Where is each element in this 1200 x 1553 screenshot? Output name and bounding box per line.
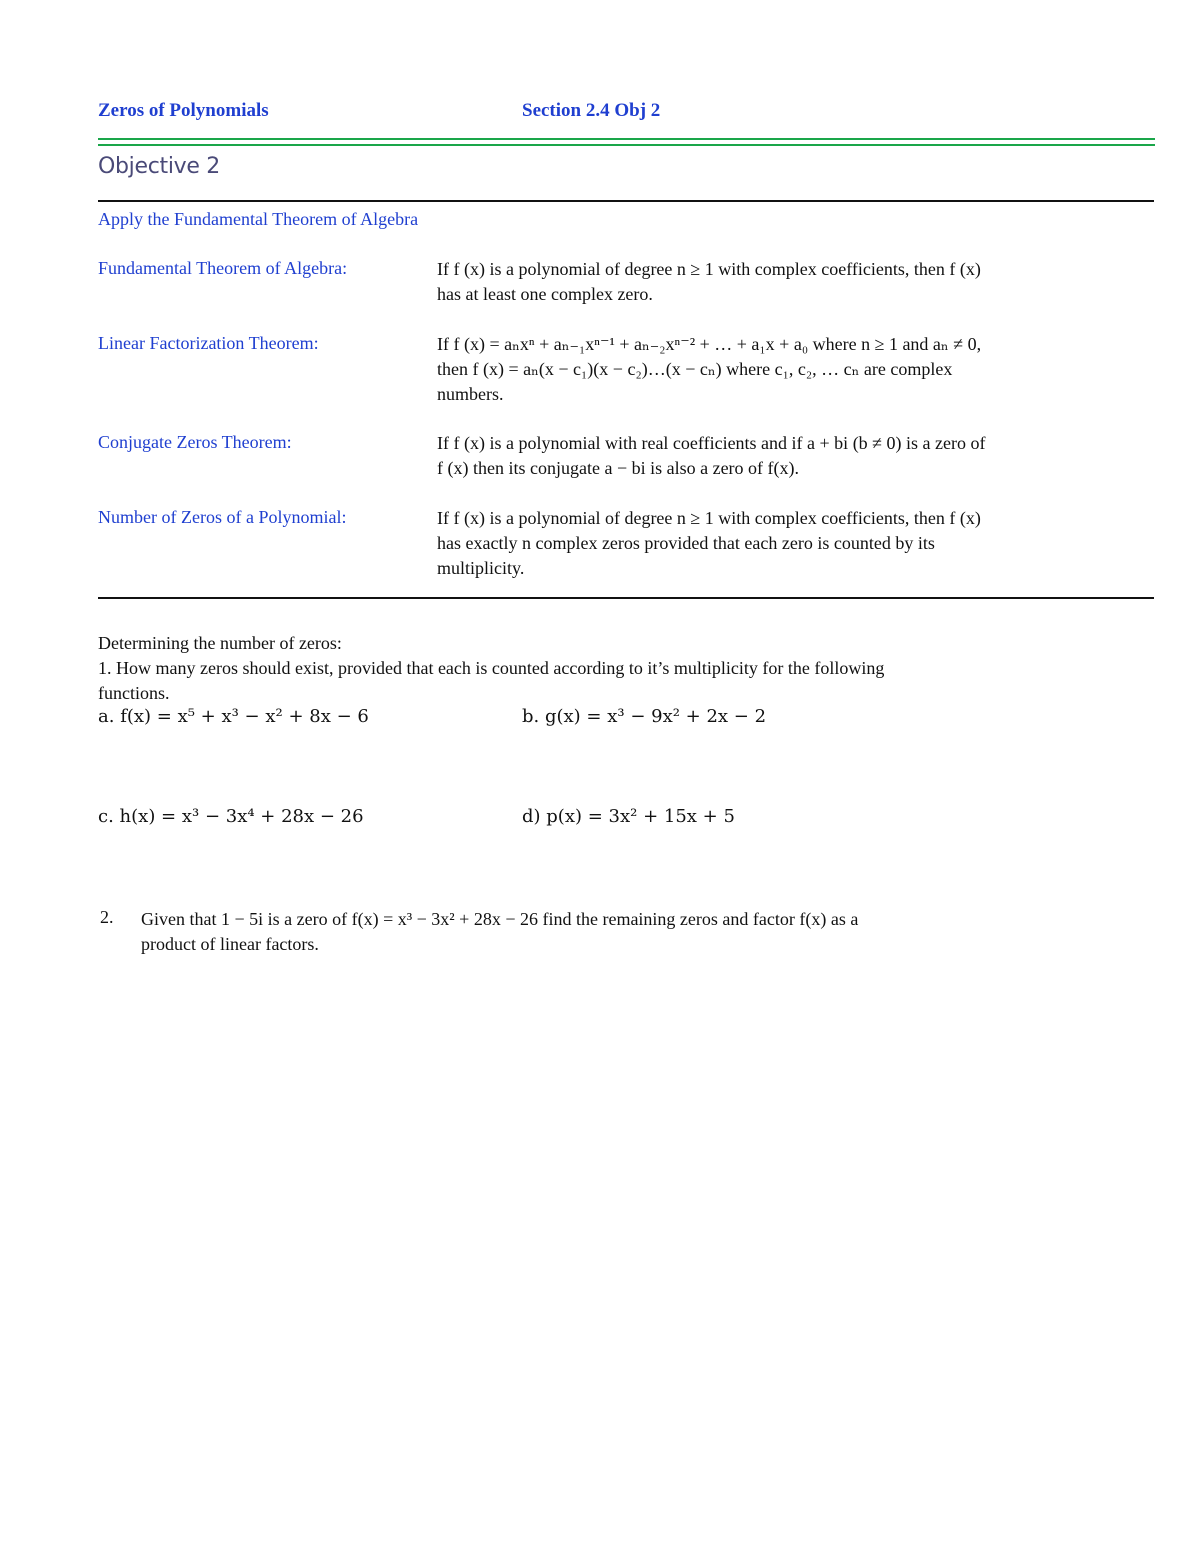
theorem-term: Number of Zeros of a Polynomial: bbox=[98, 507, 347, 527]
header-rule-top bbox=[98, 138, 1155, 140]
item-expression: g(x) = x³ − 9x² + 2x − 2 bbox=[544, 706, 767, 727]
objective-subtitle: Apply the Fundamental Theorem of Algebra bbox=[98, 209, 419, 229]
section-heading: Determining the number of zeros: bbox=[98, 633, 342, 653]
objective-rule bbox=[98, 200, 1154, 202]
question-1-text: 1. How many zeros should exist, provided that each is counted according to it’s multiplicity for the following bbox=[98, 658, 885, 678]
theorem-line: has exactly n complex zeros provided that each zero is counted by its bbox=[437, 533, 935, 553]
objective-title: Objective 2 bbox=[98, 154, 221, 179]
theorem-line: If f (x) is a polynomial of degree n ≥ 1 with complex coefficients, then f (x) bbox=[437, 508, 981, 528]
theorem-term: Linear Factorization Theorem: bbox=[98, 333, 319, 353]
item-label: b. bbox=[522, 706, 540, 727]
header-rule-bottom bbox=[98, 144, 1155, 146]
question-item-a bbox=[98, 706, 369, 727]
theorem-line: If f (x) is a polynomial of degree n ≥ 1 with complex coefficients, then f (x) bbox=[437, 259, 981, 279]
theorem-term: Conjugate Zeros Theorem: bbox=[98, 432, 292, 452]
question-2-text: Given that 1 − 5i is a zero of f(x) = x³ − 3x² + 28x − 26 find the remaining zeros and factor f(x) as a bbox=[141, 909, 859, 929]
theorem-line: If f (x) is a polynomial with real coefficients and if a + bi (b ≠ 0) is a zero of bbox=[437, 433, 986, 453]
question-2-number: 2. bbox=[100, 907, 114, 927]
item-expression: p(x) = 3x² + 15x + 5 bbox=[546, 806, 735, 827]
item-expression: h(x) = x³ − 3x⁴ + 28x − 26 bbox=[119, 806, 364, 827]
theorem-term: Fundamental Theorem of Algebra: bbox=[98, 258, 348, 278]
theorem-definition bbox=[437, 431, 1137, 481]
theorem-line: numbers. bbox=[437, 384, 504, 404]
theorem-definition bbox=[437, 506, 1137, 581]
question-item-c bbox=[98, 806, 364, 827]
question-1-text-cont: functions. bbox=[98, 683, 170, 703]
theorems-rule bbox=[98, 597, 1154, 599]
theorem-line: multiplicity. bbox=[437, 558, 525, 578]
theorem-definition bbox=[437, 257, 1137, 307]
theorem-line: If f (x) = aₙxⁿ + aₙ₋₁xⁿ⁻¹ + aₙ₋₂xⁿ⁻² + … + a₁x + a₀ where n ≥ 1 and aₙ ≠ 0, bbox=[437, 334, 982, 354]
item-expression: f(x) = x⁵ + x³ − x² + 8x − 6 bbox=[120, 706, 369, 727]
item-label: c. bbox=[98, 806, 114, 827]
theorem-line: has at least one complex zero. bbox=[437, 284, 653, 304]
section-label: Section 2.4 Obj 2 bbox=[522, 100, 661, 121]
item-label: d) bbox=[522, 806, 541, 827]
question-2-text-cont: product of linear factors. bbox=[141, 934, 319, 954]
question-item-d bbox=[522, 806, 735, 827]
document-title: Zeros of Polynomials bbox=[98, 100, 269, 121]
theorem-line: f (x) then its conjugate a − bi is also a zero of f(x). bbox=[437, 458, 800, 478]
theorem-line: then f (x) = aₙ(x − c₁)(x − c₂)…(x − cₙ) where c₁, c₂, … cₙ are complex bbox=[437, 359, 953, 379]
item-label: a. bbox=[98, 706, 115, 727]
question-item-b bbox=[522, 706, 766, 727]
question-2 bbox=[141, 907, 1161, 957]
theorem-definition bbox=[437, 332, 1137, 407]
practice-section bbox=[98, 631, 1158, 706]
